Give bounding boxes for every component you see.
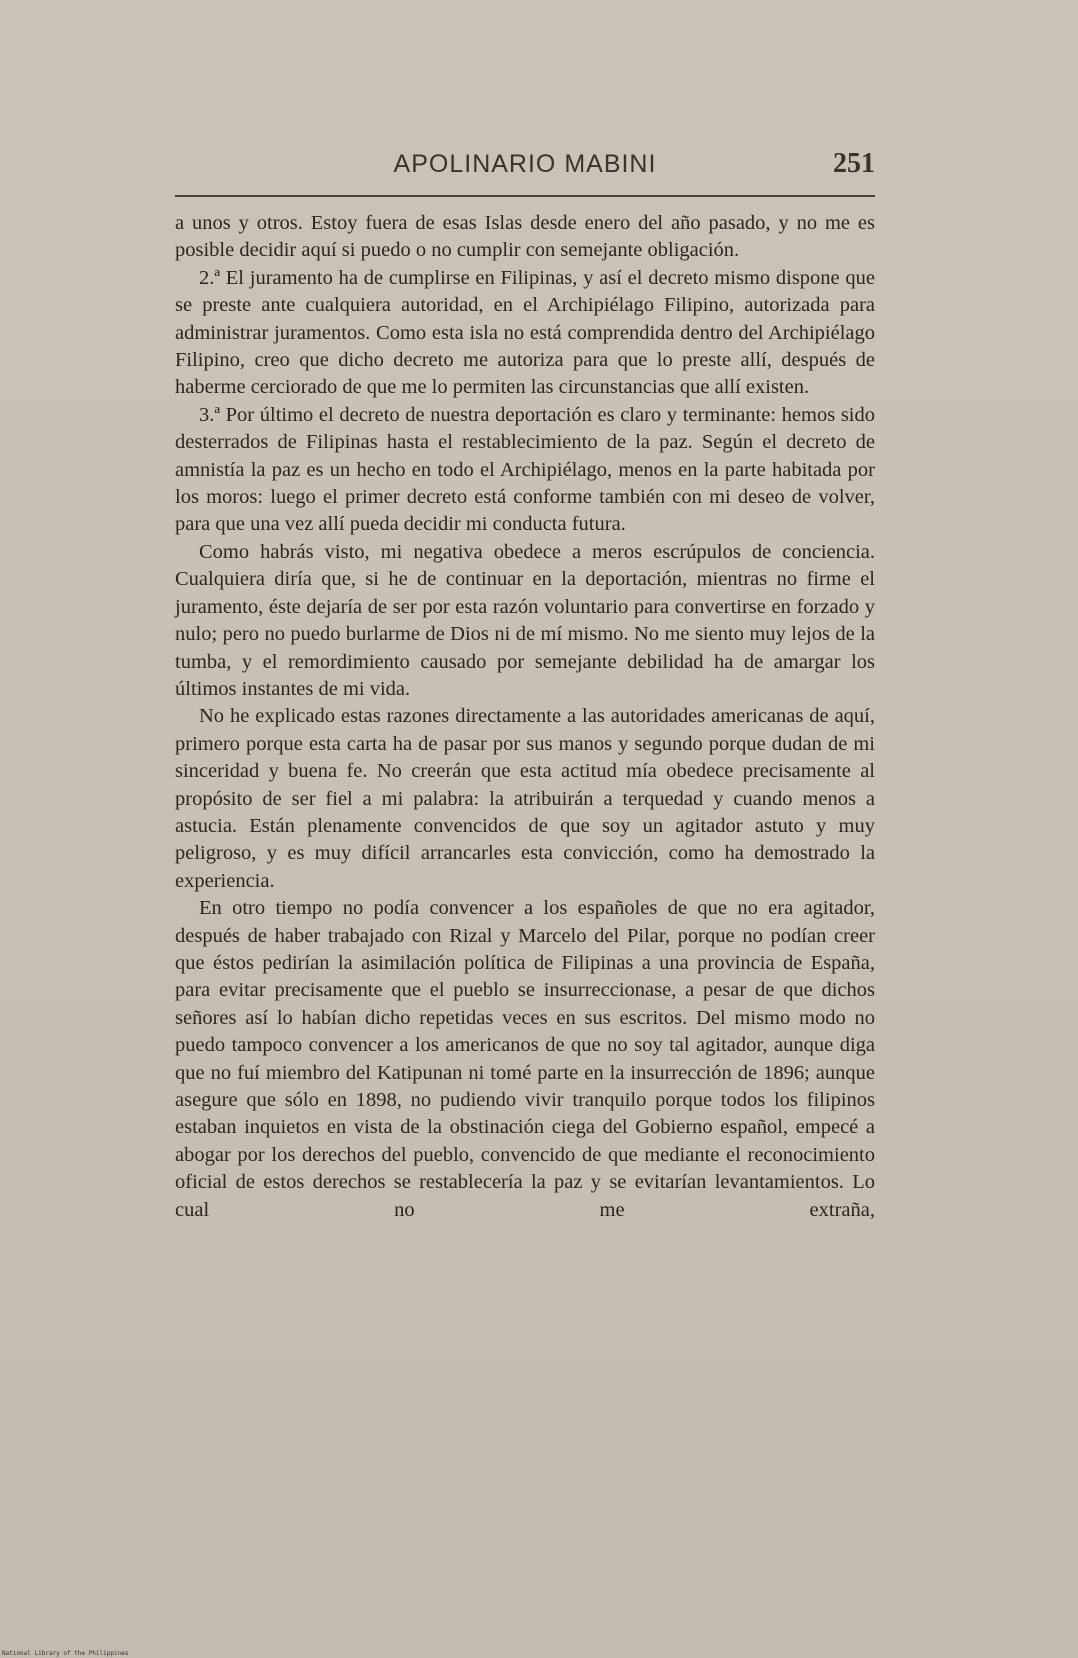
paragraph-3: 3.ª Por último el decreto de nuestra deportación es claro y terminante: hemos sido desterrados de Filipinas hasta el restablecimiento de la paz. Según el decreto de amnistía la paz es un hecho en todo el Archipiélago, menos en la parte habitada por los moros: luego el primer decreto está conforme también con mi deseo de volver, para que una vez allí pueda decidir mi conducta futura.	[175, 403, 875, 536]
paragraph-5: No he explicado estas razones directamente a las autoridades americanas de aquí, primero porque esta carta ha de pasar por sus manos y segundo porque dudan de mi sinceridad y buena fe. No creerán que esta actitud mía obedece precisamente al propósito de ser fiel a mi palabra: la atribuirán a terquedad y cuando menos a astucia. Están plenamente convencidos de que soy un agitador astuto y muy peligroso, y es muy difícil arrancarles esta convicción, como ha demostrado la experiencia.	[175, 705, 875, 892]
paragraph-1: a unos y otros. Estoy fuera de esas Islas desde enero del año pasado, y no me es posible decidir aquí si puedo o no cumplir con semejante obligación.	[175, 212, 875, 262]
paragraph-2: 2.ª El juramento ha de cumplirse en Filipinas, y así el decreto mismo dispone que se preste ante cualquiera autoridad, en el Archipiélago Filipino, autorizada para administrar juramentos. Como esta isla no está comprendida dentro del Archipiélago Filipino, creo que dicho decreto me autoriza para que lo preste allí, después de haberme cerciorado de que me lo permiten las circunstancias que allí existen.	[175, 266, 875, 399]
library-credit: National Library of the Philippines	[2, 1650, 129, 1657]
paragraph-6: En otro tiempo no podía convencer a los españoles de que no era agitador, después de haber trabajado con Rizal y Marcelo del Pilar, porque no podían creer que éstos pedirían la asimilación política de Filipinas a una provincia de España, para evitar precisamente que el pueblo se insurreccionase, a pesar de que dichos señores así lo habían dicho repetidas veces en sus escritos. Del mismo modo no puedo tampoco convencer a los americanos de que no soy tal agitador, aunque diga que no fuí miembro del Katipunan ni tomé parte en la insurrección de 1896; aunque asegure que sólo en 1898, no pudiendo vivir tranquilo porque todos los filipinos estaban inquietos en vista de la obstinación ciega del Gobierno español, empecé a abogar por los derechos del pueblo, convencido de que mediante el reconocimiento oficial de estos derechos se restablecería la paz y se evitarían levantamientos. Lo cual no me extraña,	[175, 897, 875, 1221]
paragraph-4: Como habrás visto, mi negativa obedece a meros escrúpulos de conciencia. Cualquiera diría que, si he de continuar en la deportación, mientras no firme el juramento, éste dejaría de ser por esta razón voluntario para convertirse en forzado y nulo; pero no puedo burlarme de Dios ni de mí mismo. No me siento muy lejos de la tumba, y el remordimiento causado por semejante debilidad ha de amargar los últimos instantes de mi vida.	[175, 540, 875, 700]
body-text	[175, 210, 875, 1224]
page-number: 251	[833, 148, 875, 179]
page-header	[175, 146, 875, 190]
header-rule	[175, 195, 875, 197]
running-title: APOLINARIO MABINI	[393, 150, 657, 178]
